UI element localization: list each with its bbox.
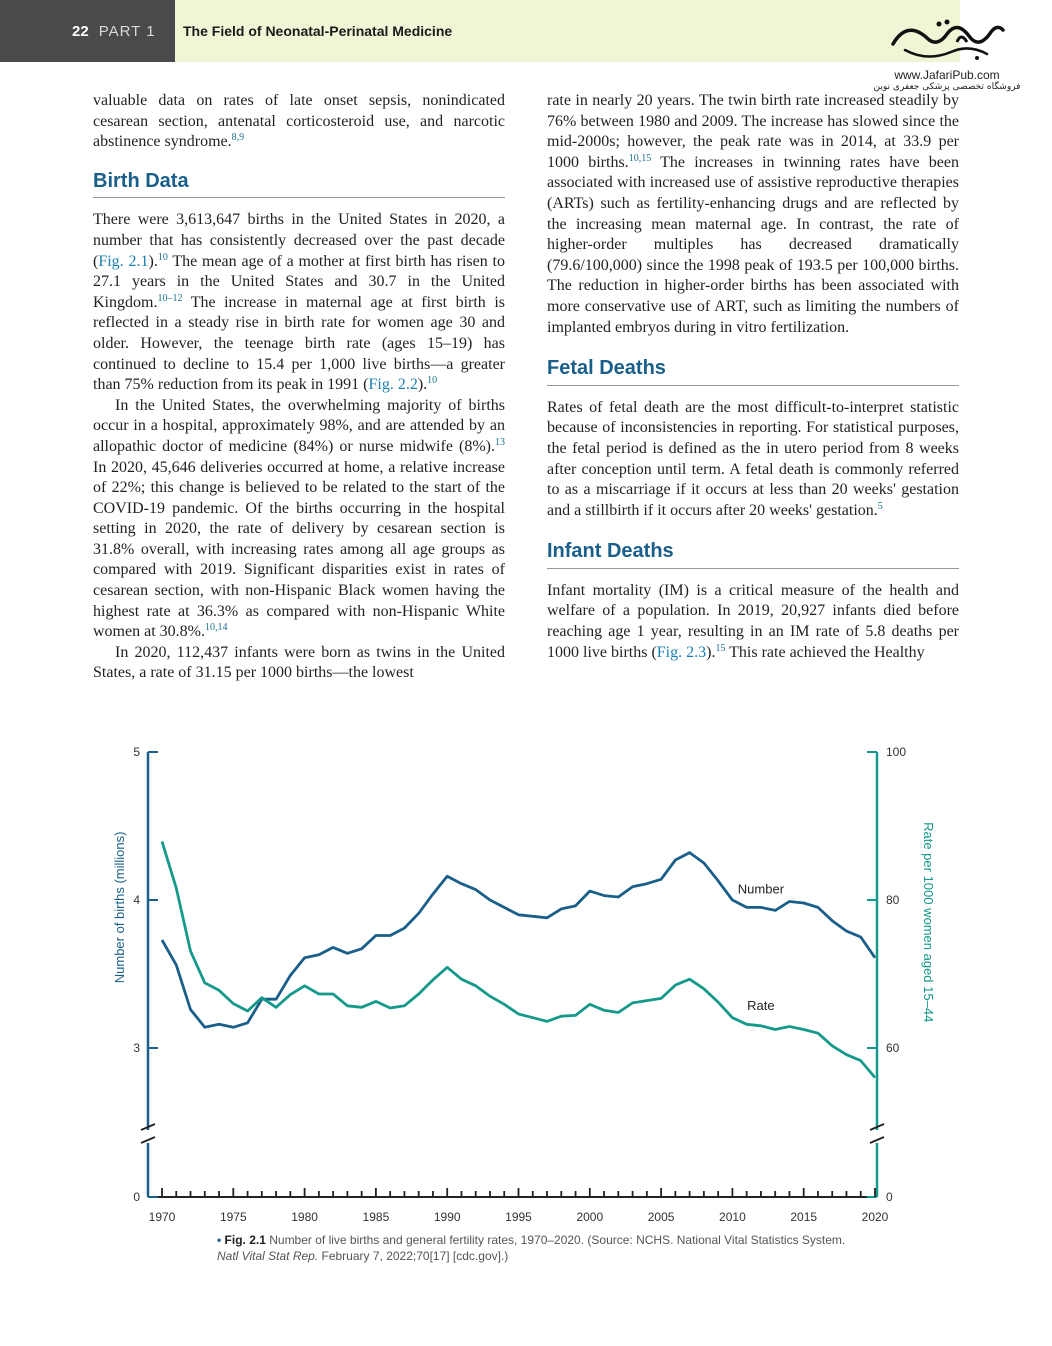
text: There were 3,613,647 births in the United States in 2020, a number that has consistently decreased over the past decade (: [93, 211, 505, 270]
page-number: 22: [72, 22, 89, 40]
text: The increase in maternal age at first birth is reflected in a steady rise in birth rate for women age 30 and older. However, the teenage birth rate (ages 15–19) has continued to decline to 15.4 per 1,000 live births—a greater than 75% reduction from its peak in 1991 (: [93, 293, 505, 394]
reference-sup[interactable]: 10–12: [157, 292, 183, 304]
y-right-tick-label: 60: [886, 1041, 900, 1055]
series-line-rate: [162, 842, 875, 1078]
section-heading-infant-deaths: Infant Deaths: [547, 541, 959, 569]
paragraph: [93, 210, 505, 395]
reference-sup[interactable]: 15: [715, 642, 726, 654]
x-tick-label: 2015: [790, 1210, 818, 1224]
x-tick-label: 1970: [148, 1210, 176, 1224]
calligraphy-logo-icon: [887, 14, 1007, 66]
y-left-tick-label: 0: [133, 1190, 140, 1204]
figure-link[interactable]: Fig. 2.3: [656, 643, 707, 661]
chapter-title: The Field of Neonatal-Perinatal Medicine: [175, 0, 960, 62]
y-left-tick-label: 4: [133, 893, 140, 907]
text: ).: [706, 643, 716, 661]
y-left-tick-label: 3: [133, 1041, 140, 1055]
text: rate in nearly 20 years. The twin birth rate increased steadily by 76% between 1980 and 2009. The increase has slowed since the mid-2000s; however, the peak rate was in 2014, at 33.9 per 1000 births.: [547, 92, 959, 171]
reference-sup[interactable]: 13: [495, 436, 505, 448]
text: ).: [148, 252, 158, 270]
series-label-number: Number: [737, 881, 785, 897]
paragraph: [547, 398, 959, 522]
watermark-persian: فروشگاه تخصصی پزشکی جعفری نوین: [873, 82, 1021, 92]
y-left-tick-label: 5: [133, 745, 140, 759]
text: Infant mortality (IM) is a critical measure of the health and welfare of a population. In 2019, 20,927 infants died before reaching age 1 year, resulting in an IM rate of 5.8 deaths per 1000 live births (: [547, 581, 959, 661]
paragraph: [547, 581, 959, 663]
header-part-block: [0, 0, 175, 62]
caption-figure-label: Fig. 2.1: [224, 1233, 266, 1247]
x-tick-label: 2005: [647, 1210, 675, 1224]
paragraph: [93, 396, 505, 643]
figure-link[interactable]: Fig. 2.1: [98, 252, 149, 270]
part-label: PART 1: [98, 22, 156, 40]
text: Rates of fetal death are the most difficult-to-interpret statistic because of inconsistencies in reporting. For statistical purposes, the fetal period is defined as the in utero period from 8 weeks after conception until term. A fetal death is commonly referred to as a miscarriage if it occurs at less than 20 weeks' gestation and a stillbirth if it occurs after 20 weeks' gestation.: [547, 398, 959, 519]
caption-journal: Natl Vital Stat Rep.: [217, 1249, 319, 1263]
reference-sup[interactable]: 8,9: [231, 132, 245, 144]
watermark-url: www.JafariPub.com: [894, 68, 1000, 82]
x-tick-label: 2000: [576, 1210, 604, 1224]
text: In 2020, 45,646 deliveries occurred at home, a relative increase of 22%; this change is believed to be related to the start of the COVID-19 pandemic. Of the births occurring in the hospital setting in 2020, the rate of delivery by cesarean section is 31.8% overall, with increasing rates among all age groups as compared with 2019. Significant disparities exist in rates of cesarean section, with non-Hispanic Black women having the highest rate at 36.3% as compared with non-Hispanic White women at 30.8%.: [93, 458, 505, 641]
reference-sup[interactable]: 5: [877, 500, 883, 512]
running-header: [0, 0, 960, 62]
figure-link[interactable]: Fig. 2.2: [368, 376, 418, 394]
reference-sup[interactable]: 10,14: [204, 622, 228, 634]
paragraph: In 2020, 112,437 infants were born as twins in the United States, a rate of 31.15 per 1000 births—the lowest: [93, 643, 505, 682]
series-label-rate: Rate: [747, 997, 775, 1013]
figure-caption: [217, 1232, 857, 1264]
axis-break-mark: [141, 1124, 155, 1143]
x-tick-label: 1995: [505, 1210, 532, 1224]
left-column: [93, 91, 505, 684]
x-tick-label: 1975: [219, 1210, 247, 1224]
caption-text: February 7, 2022;70[17] [cdc.gov].): [318, 1249, 509, 1263]
y-right-tick-label: 0: [886, 1190, 893, 1204]
text: The mean age of a mother at first birth has risen to 27.1 years in the United States and 30.7 in the United Kingdom.: [93, 252, 506, 311]
axis-break-mark: [870, 1124, 884, 1143]
text: The increases in twinning rates have been associated with increased use of assistive reproductive therapies (ARTs) such as fertility-enhancing drugs and are reflected by the increasing mean maternal age. In contrast, the rate of higher-order multiples has decreased dramatically (79.6/100,000) since the 1998 peak of 193.5 per 100,000 births. The reduction in higher-order births has been associated with more conservative use of ART, such as limiting the numbers of implanted embryos during in vitro fertilization.: [547, 153, 959, 336]
x-tick-label: 1990: [433, 1210, 461, 1224]
line-chart: [100, 738, 950, 1228]
paragraph: [93, 91, 505, 153]
x-tick-label: 1985: [362, 1210, 390, 1224]
text: This rate achieved the Healthy: [725, 643, 925, 661]
publisher-watermark: [872, 14, 1022, 92]
reference-sup[interactable]: 10: [427, 375, 438, 387]
text: In the United States, the overwhelming majority of births occur in a hospital, approximately 98%, and are attended by an allopathic doctor of medicine (84%) or nurse midwife (8%).: [93, 396, 505, 455]
section-heading-fetal-deaths: Fetal Deaths: [547, 358, 959, 386]
x-tick-label: 2010: [719, 1210, 746, 1224]
reference-sup[interactable]: 10,15: [628, 152, 652, 164]
paragraph: [547, 91, 959, 338]
text: ).: [417, 376, 428, 394]
x-tick-label: 2020: [861, 1210, 889, 1224]
y-right-axis-label: Rate per 1000 women aged 15–44: [921, 822, 936, 1023]
caption-text: Number of live births and general fertility rates, 1970–2020. (Source: NCHS. National Vital Statistics System.: [265, 1233, 846, 1247]
text: valuable data on rates of late onset sepsis, nonindicated cesarean section, antenatal corticosteroid use, and narcotic abstinence syndrome.: [93, 92, 505, 151]
y-left-axis-label: Number of births (millions): [112, 831, 127, 984]
right-column: [547, 91, 959, 663]
caption-bullet: •: [217, 1233, 222, 1247]
figure-2-1-chart: [100, 738, 950, 1233]
y-right-tick-label: 100: [886, 745, 907, 759]
reference-sup[interactable]: 10: [157, 251, 168, 263]
x-tick-label: 1980: [291, 1210, 318, 1224]
section-heading-birth-data: Birth Data: [93, 171, 505, 199]
y-right-tick-label: 80: [886, 893, 900, 907]
